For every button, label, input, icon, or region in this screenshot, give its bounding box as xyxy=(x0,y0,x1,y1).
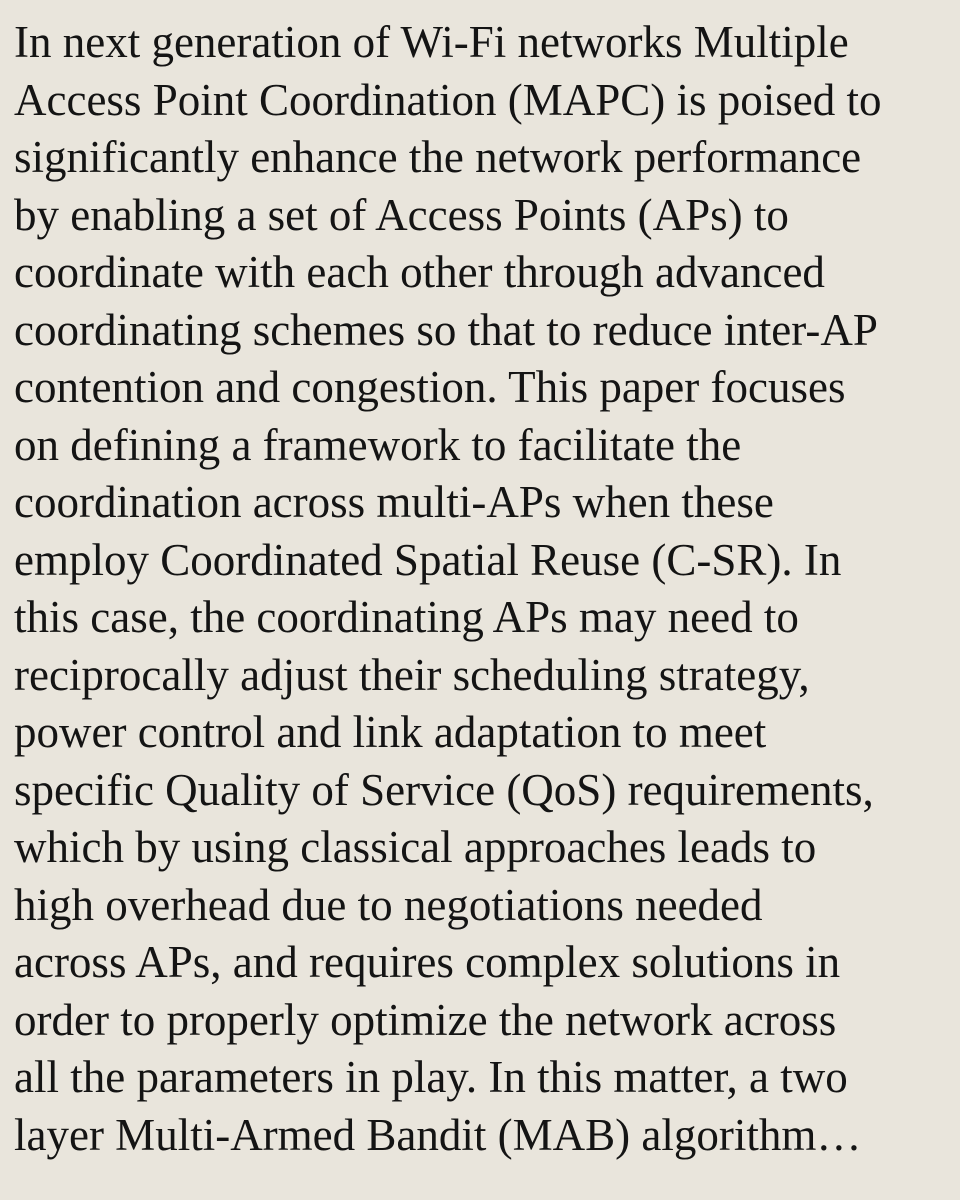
abstract-line: this case, the coordinating APs may need to xyxy=(14,592,799,642)
abstract-line: employ Coordinated Spatial Reuse (C-SR). In xyxy=(14,534,842,585)
abstract-line: which by using classical approaches leads to xyxy=(14,822,817,872)
abstract-line: coordination across multi-APs when these xyxy=(14,477,774,527)
abstract-line: coordinate with each other through advanced xyxy=(14,247,825,297)
abstract-line: significantly enhance the network performance xyxy=(14,132,862,182)
abstract-line: reciprocally adjust their scheduling strategy, xyxy=(14,649,810,700)
abstract-line: coordinating schemes so that to reduce inter-AP xyxy=(14,304,878,355)
abstract-line: layer Multi-Armed Bandit (MAB) algorithm… xyxy=(14,1109,862,1160)
abstract-line: Access Point Coordination (MAPC) is poised to xyxy=(14,74,882,125)
abstract-text xyxy=(14,14,954,1164)
abstract-line: by enabling a set of Access Points (APs) to xyxy=(14,189,789,240)
abstract-line: contention and congestion. This paper focuses xyxy=(14,362,846,412)
abstract-line: across APs, and requires complex solutions in xyxy=(14,937,841,987)
abstract-line: high overhead due to negotiations needed xyxy=(14,879,763,930)
abstract-line: specific Quality of Service (QoS) requirements, xyxy=(14,764,874,815)
abstract-line: order to properly optimize the network across xyxy=(14,994,837,1045)
abstract-line: all the parameters in play. In this matter, a two xyxy=(14,1052,848,1102)
abstract-line: In next generation of Wi-Fi networks Multiple xyxy=(14,17,849,67)
abstract-line: power control and link adaptation to meet xyxy=(14,707,767,757)
abstract-line: on defining a framework to facilitate the xyxy=(14,419,742,470)
